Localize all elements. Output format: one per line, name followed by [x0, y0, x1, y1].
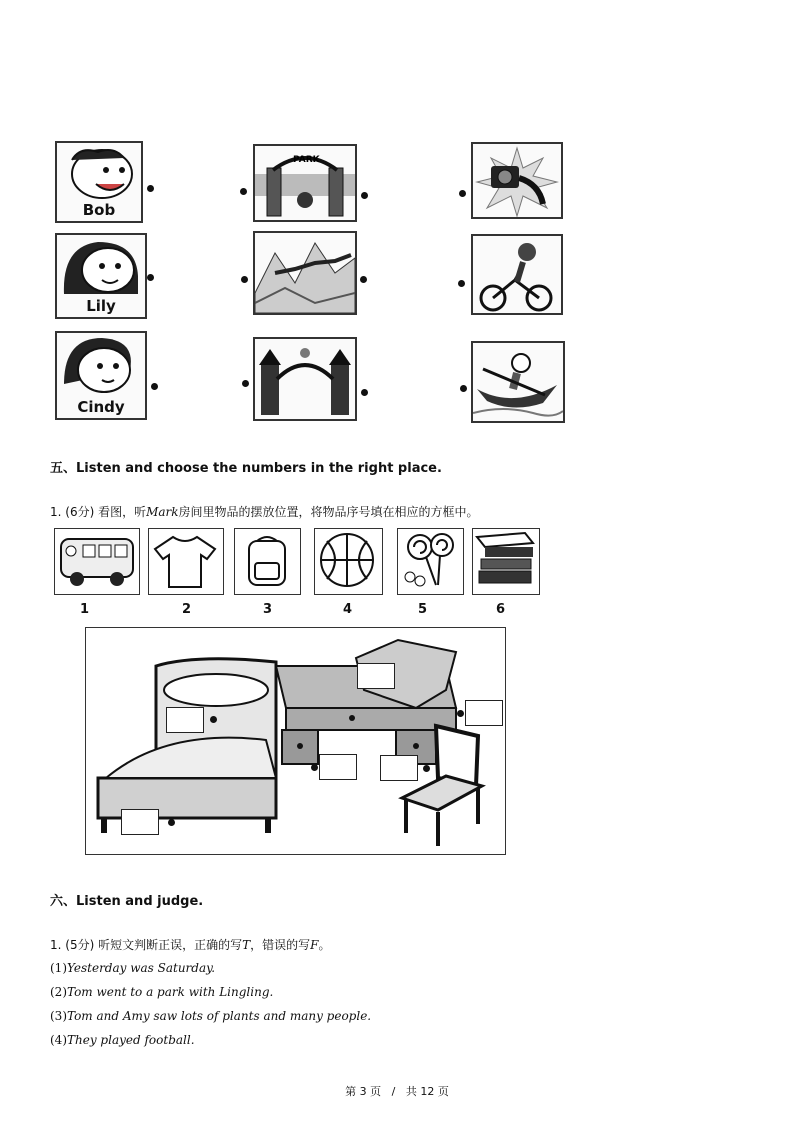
match-dot[interactable]	[360, 276, 367, 283]
item-books	[472, 528, 540, 595]
place-castle-gate	[253, 337, 357, 421]
page-footer	[0, 1083, 794, 1099]
match-dot	[210, 716, 217, 723]
match-dot[interactable]	[241, 276, 248, 283]
activity-camera	[471, 142, 563, 219]
judge-sentence	[50, 985, 273, 999]
section5-heading: 五、Listen and choose the numbers in the right place.	[50, 461, 442, 476]
judge-sentence	[50, 1033, 195, 1047]
false-mark: F	[310, 938, 319, 952]
judge-sentence	[50, 961, 215, 975]
person-name-bob: Bob	[82, 201, 116, 219]
answer-box[interactable]	[465, 700, 503, 726]
portrait-cindy	[55, 331, 147, 420]
park-gate-icon	[255, 146, 355, 220]
bike-riding-icon	[473, 236, 561, 313]
lollipop-icon	[398, 529, 461, 591]
section5-question	[50, 503, 479, 520]
sentence-number: (3)	[50, 1009, 67, 1023]
girl-face-icon	[58, 236, 146, 296]
page-separator: /	[391, 1085, 396, 1098]
person-name-cindy: Cindy	[77, 398, 125, 416]
match-dot[interactable]	[240, 188, 247, 195]
question-text: 1. (5分) 听短文判断正误，正确的写	[50, 938, 243, 952]
section6-question	[50, 936, 330, 953]
answer-box[interactable]	[380, 755, 418, 781]
sentence-text: Tom went to a park with Lingling.	[67, 985, 274, 999]
match-dot[interactable]	[361, 192, 368, 199]
item-lollipop	[397, 528, 464, 595]
match-dot[interactable]	[459, 190, 466, 197]
sentence-text: Yesterday was Saturday.	[67, 961, 216, 975]
place-park-gate	[253, 144, 357, 222]
sentence-number: (2)	[50, 985, 67, 999]
item-number: 2	[182, 602, 192, 617]
match-dot[interactable]	[147, 185, 154, 192]
page-number: 第 3 页	[345, 1085, 382, 1098]
answer-box[interactable]	[166, 707, 204, 733]
answer-box[interactable]	[121, 809, 159, 835]
great-wall-icon	[255, 233, 355, 313]
match-dot[interactable]	[242, 380, 249, 387]
true-mark: T	[242, 938, 251, 952]
sentence-text: Tom and Amy saw lots of plants and many people.	[67, 1009, 372, 1023]
question-text: 房间里物品的摆放位置，将物品序号填在相应的方框中。	[178, 505, 479, 519]
portrait-lily	[55, 233, 147, 319]
match-dot[interactable]	[460, 385, 467, 392]
sentence-number: (1)	[50, 961, 67, 975]
item-number: 4	[343, 602, 353, 617]
answer-box[interactable]	[357, 663, 395, 689]
sentence-text: They played football.	[67, 1033, 195, 1047]
books-icon	[473, 529, 537, 591]
question-name: Mark	[146, 505, 179, 519]
item-number: 6	[496, 602, 506, 617]
answer-box[interactable]	[319, 754, 357, 780]
bus-icon	[55, 529, 137, 591]
camera-icon	[473, 144, 561, 217]
boat-rowing-icon	[473, 343, 563, 421]
activity-boat-rowing	[471, 341, 565, 423]
match-dot[interactable]	[151, 383, 158, 390]
item-bus	[54, 528, 140, 595]
castle-gate-icon	[255, 339, 355, 419]
basketball-icon	[315, 529, 380, 591]
question-text: 。	[318, 938, 331, 952]
match-dot	[311, 764, 318, 771]
judge-sentence	[50, 1009, 371, 1023]
portrait-bob	[55, 141, 143, 223]
section6-heading: 六、Listen and judge.	[50, 894, 204, 909]
sentence-number: (4)	[50, 1033, 67, 1047]
match-dot	[457, 710, 464, 717]
item-number: 5	[418, 602, 428, 617]
item-basketball	[314, 528, 383, 595]
page-total: 共 12 页	[405, 1085, 449, 1098]
t-shirt-icon	[149, 529, 221, 591]
item-backpack	[234, 528, 301, 595]
svg-text:PARK: PARK	[293, 155, 320, 165]
item-t-shirt	[148, 528, 224, 595]
boy-face-icon	[58, 144, 142, 204]
match-dot[interactable]	[458, 280, 465, 287]
match-dot	[423, 765, 430, 772]
item-number: 3	[263, 602, 273, 617]
backpack-icon	[235, 529, 298, 591]
question-text: ，错误的写	[250, 938, 311, 952]
place-great-wall	[253, 231, 357, 315]
girl-face-icon	[58, 334, 146, 396]
match-dot[interactable]	[361, 389, 368, 396]
item-number: 1	[80, 602, 90, 617]
match-dot	[168, 819, 175, 826]
question-text: 1. (6分) 看图，听	[50, 505, 147, 519]
activity-bike-riding	[471, 234, 563, 315]
match-dot[interactable]	[147, 274, 154, 281]
person-name-lily: Lily	[86, 297, 116, 315]
